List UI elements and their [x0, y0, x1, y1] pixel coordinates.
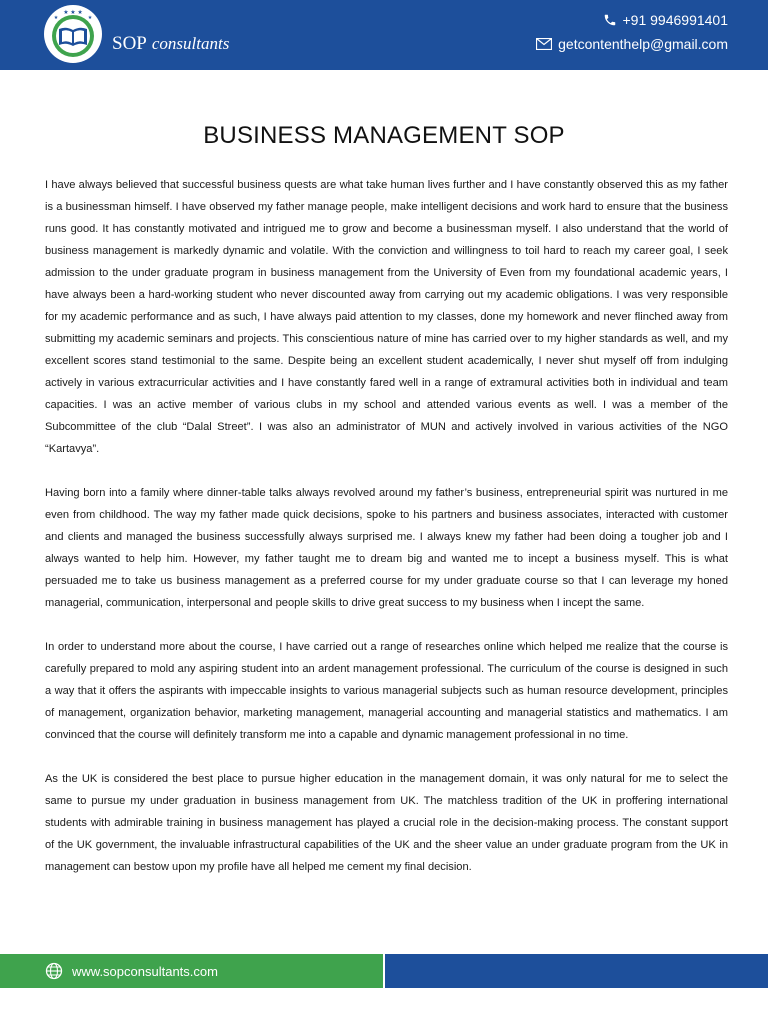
phone-icon — [603, 13, 617, 27]
footer-green-bar — [0, 954, 383, 988]
phone-number: +91 9946991401 — [622, 12, 728, 28]
brand-primary: SOP — [112, 33, 147, 54]
website-url: www.sopconsultants.com — [72, 963, 218, 979]
envelope-icon — [536, 38, 552, 50]
document-title: BUSINESS MANAGEMENT SOP — [203, 122, 565, 149]
email-address: getcontenthelp@gmail.com — [558, 36, 728, 52]
paragraph-2: Having born into a family where dinner-table talks always revolved around my father’s business, entrepreneurial spirit was nurtured in me even from childhood. The way my father made quick decisions, spoke to his partners and business associates, interacted with customer and clients and managed the business successfully always surprised me. I always knew my father had been doing a tougher job and I always wanted to help him. However, my father taught me to dream big and wanted me to incept a business myself. This is what persuaded me to take us business management as a preferred course for my under graduate course so that I can leverage my honed managerial, communication, interpersonal and people skills to drive great success to my business when I incept the same. — [45, 487, 728, 609]
document-body — [45, 174, 728, 900]
svg-text:★: ★ — [53, 15, 59, 21]
globe-icon — [45, 962, 63, 980]
email-contact[interactable] — [536, 36, 728, 52]
paragraph-4: As the UK is considered the best place to pursue higher education in the management domain, it was only natural for me to select the same to pursue my under graduation in business management from UK. The matchless tradition of the UK in proffering international students with admirable training in business management has played a crucial role in the decision-making process. The constant support of the UK government, the invaluable infrastructural capabilities of the UK and the sheer value an under graduate program from the UK in management can bestow upon my profile have all helped me cement my final decision. — [45, 773, 728, 873]
paragraph-3: In order to understand more about the course, I have carried out a range of researches online which helped me realize that the course is carefully prepared to mold any aspiring student into an ardent management professional. The curriculum of the course is designed in such a way that it offers the aspirants with impeccable insights to various managerial subjects such as human resource development, principles of management, organization behavior, marketing management, managerial accounting and managerial statistics and mathematics. I am convinced that the course will definitely transform me into a capable and dynamic management professional in no time. — [45, 641, 728, 741]
brand-name — [112, 30, 229, 56]
svg-text:★: ★ — [87, 15, 93, 21]
header-bar — [0, 0, 768, 70]
book-logo-icon — [44, 5, 102, 63]
phone-contact[interactable] — [603, 12, 729, 28]
svg-text:★ ★ ★: ★ ★ ★ — [63, 10, 83, 16]
footer-blue-bar — [385, 954, 768, 988]
website-link[interactable] — [45, 954, 218, 988]
brand-secondary: consultants — [151, 34, 230, 53]
paragraph-1: I have always believed that successful business quests are what take human lives further and I have constantly observed this as my father is a businessman himself. I have observed my father manage people, make intelligent decisions and work hard to ensure that the business runs good. It has constantly motivated and intrigued me to grow and become a businessman myself. I also understand that the world of business management is markedly dynamic and volatile. With the conviction and willingness to toil hard to reach my career goal, I seek admission to the under graduate program in business management from the University of Even from my foundational academic years, I have always been a hard-working student who never discounted away from carrying out my academic obligations. I was very responsible for my academic performance and as such, I have always paid attention to my classes, done my homework and never flinched away from submitting my academic seminars and projects. This conscientious nature of mine has carried over to my higher standards as well, and my excellent scores stand testimonial to the same. Despite being an excellent student academically, I never shut myself off from indulging actively in various extracurricular activities and I have constantly fared well in a range of extramural activities both in individual and team capacities. I was an active member of various clubs in my school and attended various events as well. I was a member of the Subcommittee of the club “Dalal Street”. I was also an administrator of MUN and actively involved in various activities of the NGO “Kartavya”. — [45, 179, 728, 455]
